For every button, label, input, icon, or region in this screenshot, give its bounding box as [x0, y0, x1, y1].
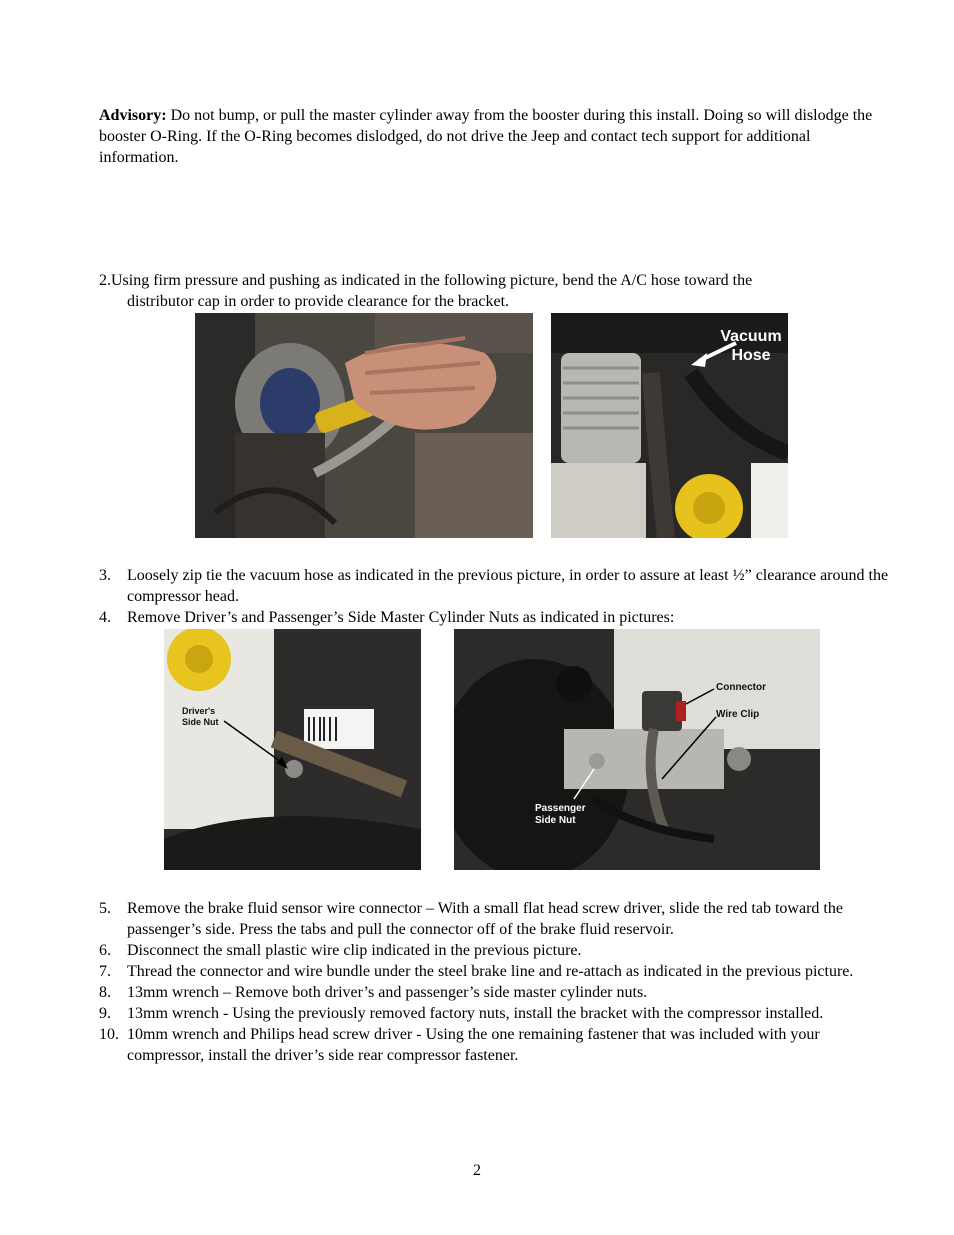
list-item-text: Thread the connector and wire bundle under the steel brake line and re-attach as indicated in the previous picture.: [127, 963, 854, 980]
ac-hose-photo: [195, 313, 533, 538]
advisory-label: Advisory:: [99, 107, 167, 124]
list-item: [99, 565, 889, 607]
list-item: [99, 982, 889, 1003]
vacuum-hose-label: [711, 327, 788, 365]
drivers-side-nut-photo: [164, 629, 421, 870]
list-item-text: Remove the brake fluid sensor wire connector – With a small flat head screw driver, slide the red tab toward the passenger’s side. Press the tabs and pull the connector off of the brake fluid reservoir.: [127, 900, 843, 938]
list-item: [99, 1003, 889, 1024]
list-item-text: Disconnect the small plastic wire clip indicated in the previous picture.: [127, 942, 582, 959]
steps-list-a: [99, 565, 889, 628]
step-2-line-2: distributor cap in order to provide clearance for the bracket.: [127, 293, 510, 310]
drivers-label-line-1: Driver's: [182, 706, 216, 716]
passenger-side-nut-label: [535, 803, 586, 827]
list-item-number: 8.: [99, 984, 111, 1001]
list-item-text: Loosely zip tie the vacuum hose as indicated in the previous picture, in order to assure at least ½” clearance around the compressor head.: [127, 567, 889, 605]
list-item-number: 10.: [99, 1026, 119, 1043]
step-2-line-1: 2.Using firm pressure and pushing as indicated in the following picture, bend the A/C hose toward the: [99, 272, 753, 289]
list-item: [99, 898, 889, 940]
step-2-paragraph: [99, 270, 889, 312]
list-item-number: 4.: [99, 609, 111, 626]
list-item: [99, 607, 889, 628]
vacuum-hose-photo: [551, 313, 788, 538]
list-item: [99, 1024, 889, 1066]
list-item-number: 7.: [99, 963, 111, 980]
drivers-side-nut-label: [182, 706, 219, 728]
list-item: [99, 961, 889, 982]
page-number: 2: [473, 1162, 481, 1179]
vacuum-label-line-2: Hose: [731, 347, 771, 364]
passenger-label-line-1: Passenger: [535, 803, 586, 814]
connector-label: Connector: [716, 682, 766, 693]
list-item: [99, 940, 889, 961]
list-item-text: 13mm wrench - Using the previously removed factory nuts, install the bracket with the compressor installed.: [127, 1005, 824, 1022]
advisory-text: Do not bump, or pull the master cylinder away from the booster during this install. Doing so will dislodge the booster O-Ring. If the O-Ring becomes dislodged, do not drive the Jeep and contact tech support for additional information.: [99, 107, 873, 166]
drivers-label-line-2: Side Nut: [182, 717, 219, 727]
passenger-label-line-2: Side Nut: [535, 815, 576, 826]
steps-list-b: [99, 898, 889, 1066]
list-item-number: 6.: [99, 942, 111, 959]
list-item-text: Remove Driver’s and Passenger’s Side Master Cylinder Nuts as indicated in pictures:: [127, 609, 675, 626]
advisory-paragraph: [99, 105, 889, 168]
vacuum-label-line-1: Vacuum: [720, 328, 782, 345]
passenger-side-connector-photo: [454, 629, 820, 870]
list-item-text: 10mm wrench and Philips head screw driver - Using the one remaining fastener that was included with your compressor, install the driver’s side rear compressor fastener.: [127, 1026, 820, 1064]
list-item-number: 9.: [99, 1005, 111, 1022]
list-item-number: 3.: [99, 567, 111, 584]
list-item-number: 5.: [99, 900, 111, 917]
wire-clip-label: Wire Clip: [716, 709, 760, 720]
list-item-text: 13mm wrench – Remove both driver’s and passenger’s side master cylinder nuts.: [127, 984, 648, 1001]
